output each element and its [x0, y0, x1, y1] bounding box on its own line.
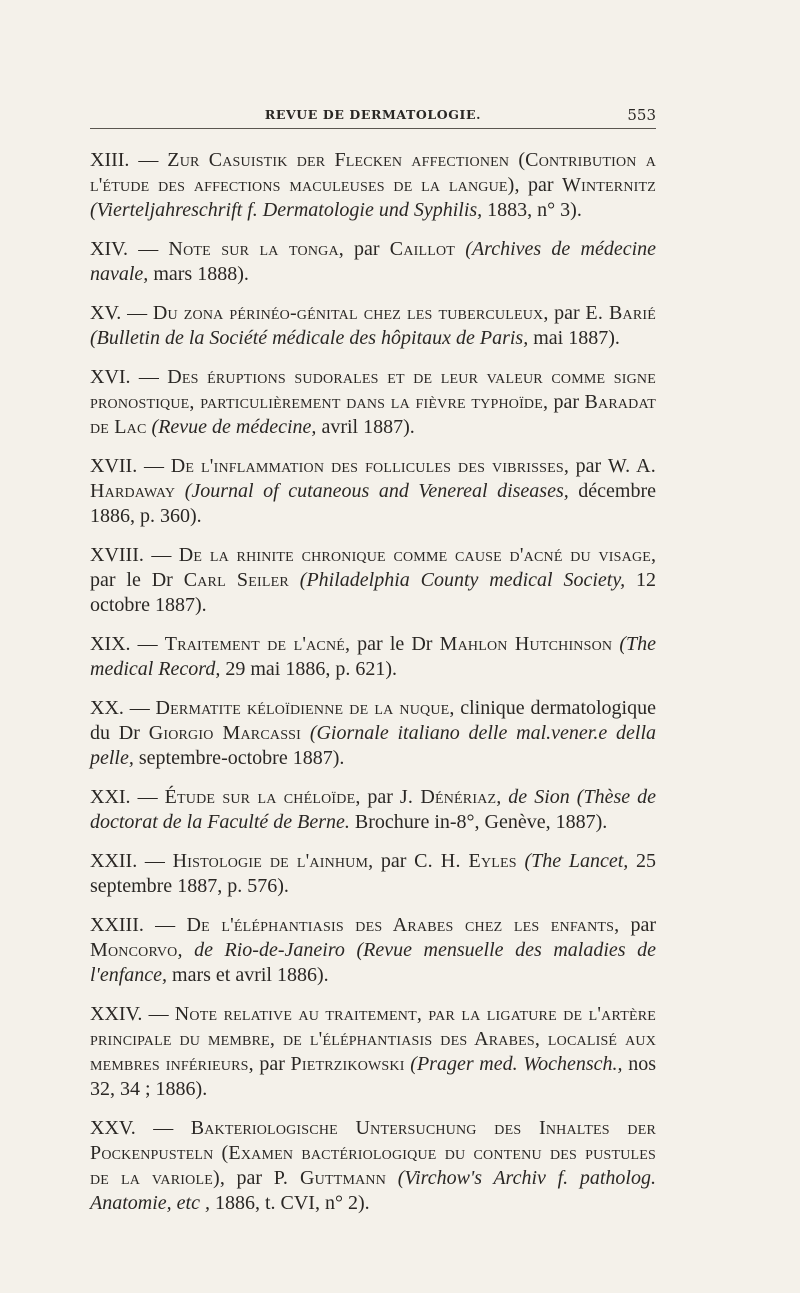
entry-number: XXIV.: [90, 1003, 143, 1025]
entry-details: nos 32, 34 ; 1886).: [90, 1053, 656, 1100]
entry-author: Giorgio Marcassi: [148, 722, 302, 744]
entry-separator: —: [143, 914, 187, 936]
entry-author: Carl Seiler: [183, 569, 289, 591]
entry-author-lead: , par: [368, 850, 415, 872]
page-header: [90, 106, 656, 129]
entry-author-lead: , par: [219, 1167, 274, 1189]
bibliography-entry: [90, 365, 656, 440]
entry-title: Note relative au traitement, par la ligature de l'artère principale du membre, de l'éléphantiasis des Arabes, localisé aux membres inférieurs: [90, 1003, 656, 1075]
entry-details: mars 1888).: [148, 263, 249, 285]
bibliography-list: [90, 148, 656, 1230]
entry-source: (The Lancet,: [524, 850, 629, 872]
entry-author-lead: , par: [248, 1053, 291, 1075]
entry-author-lead: , par le Dr: [90, 544, 657, 591]
entry-separator: —: [130, 633, 165, 655]
entry-author-lead: , par: [514, 174, 563, 196]
entry-source: , de Rio-de-Janeiro (Revue mensuelle des maladies de l'enfance,: [90, 939, 656, 986]
bibliography-entry: [90, 237, 656, 287]
entry-author: C. H. Eyles: [414, 850, 517, 872]
entry-number: XIV.: [90, 238, 128, 260]
entry-source: (Philadelphia County medical Society,: [299, 569, 626, 591]
entry-separator: —: [137, 850, 173, 872]
entry-author: Mahlon Hutchinson: [439, 633, 613, 655]
entry-number: XXIII.: [90, 914, 144, 936]
entry-title: Du zona périnéo-génital chez les tuberculeux: [152, 302, 544, 324]
entry-source: , de Sion (Thèse de doctorat de la Faculté de Berne.: [90, 786, 657, 833]
entry-title: Dermatite kéloïdienne de la nuque: [155, 697, 450, 719]
entry-author: Baradat de Lac: [90, 391, 656, 438]
entry-details: 1883, n° 3).: [482, 199, 582, 221]
entry-source: (Revue de médecine,: [151, 416, 317, 438]
bibliography-entry: [90, 301, 656, 351]
entry-number: XIII.: [90, 149, 130, 171]
entry-author: W. A. Hardaway: [90, 455, 656, 502]
entry-number: XVIII.: [90, 544, 144, 566]
entry-details: 12 octobre 1887).: [90, 569, 656, 616]
entry-author: Winternitz: [562, 174, 656, 196]
entry-number: XVII.: [90, 455, 138, 477]
entry-source: (Prager med. Wochensch.,: [410, 1053, 623, 1075]
entry-author: E. Barié: [585, 302, 657, 324]
entry-author-lead: , par: [338, 238, 390, 260]
page-number: 553: [627, 106, 656, 124]
entry-number: XX.: [90, 697, 124, 719]
entry-author-lead: , clinique dermatologique du Dr: [90, 697, 656, 744]
entry-author-lead: , par le Dr: [345, 633, 440, 655]
entry-author-lead: , par: [355, 786, 400, 808]
bibliography-entry: [90, 696, 656, 771]
entry-number: XXI.: [90, 786, 131, 808]
entry-separator: —: [127, 238, 169, 260]
entry-author: Pietrzikowski: [290, 1053, 405, 1075]
entry-separator: —: [130, 786, 165, 808]
entry-separator: —: [137, 455, 171, 477]
entry-separator: —: [121, 302, 153, 324]
entry-title: Bakteriologische Untersuchung des Inhaltes der Pockenpusteln (Examen bactériologique du contenu des pustules de la variole): [90, 1117, 656, 1189]
entry-details: décembre 1886, p. 360).: [90, 480, 657, 527]
entry-author-lead: , par: [614, 914, 656, 936]
entry-source: (Virchow's Archiv f. patholog. Anatomie, etc ,: [90, 1167, 656, 1214]
entry-source: (Bulletin de la Société médicale des hôpitaux de Paris,: [90, 327, 529, 349]
running-head: REVUE DE DERMATOLOGIE.: [264, 107, 482, 122]
entry-author: Caillot: [389, 238, 456, 260]
entry-separator: —: [129, 149, 168, 171]
entry-number: XXII.: [90, 850, 138, 872]
entry-details: Brochure in-8°, Genève, 1887).: [349, 811, 608, 833]
entry-separator: —: [123, 697, 156, 719]
entry-separator: —: [142, 1003, 175, 1025]
entry-source: (Vierteljahreschrift f. Dermatologie und Syphilis,: [90, 199, 483, 221]
entry-title: Note sur la tonga: [168, 238, 339, 260]
entry-number: XIX.: [90, 633, 131, 655]
bibliography-entry: [90, 1002, 656, 1102]
entry-separator: —: [135, 1117, 191, 1139]
bibliography-entry: [90, 849, 656, 899]
entry-number: XVI.: [90, 366, 131, 388]
entry-details: 25 septembre 1887, p. 576).: [90, 850, 657, 897]
entry-title: Des éruptions sudorales et de leur valeur comme signe pronostique, particulièrement dans la fièvre typhoïde: [90, 366, 656, 413]
bibliography-entry: [90, 1116, 656, 1216]
entry-title: De la rhinite chronique comme cause d'acné du visage: [178, 544, 652, 566]
bibliography-entry: [90, 785, 656, 835]
entry-separator: —: [130, 366, 168, 388]
entry-details: mars et avril 1886).: [167, 964, 329, 986]
bibliography-entry: [90, 454, 656, 529]
entry-author-lead: , par: [543, 391, 585, 413]
entry-title: Étude sur la chéloïde: [164, 786, 356, 808]
entry-title: Histologie de l'ainhum: [172, 850, 369, 872]
entry-separator: —: [143, 544, 179, 566]
entry-title: Traitement de l'acné: [164, 633, 346, 655]
entry-details: mai 1887).: [528, 327, 620, 349]
entry-details: septembre-octobre 1887).: [133, 747, 345, 769]
entry-author: J. Dénériaz: [399, 786, 497, 808]
entry-source: (Archives de médecine navale,: [90, 238, 657, 285]
entry-details: 29 mai 1886, p. 621).: [220, 658, 397, 680]
entry-source: (Journal of cutaneous and Venereal diseases,: [184, 480, 569, 502]
entry-title: De l'éléphantiasis des Arabes chez les enfants: [186, 914, 615, 936]
entry-author: P. Guttmann: [273, 1167, 387, 1189]
entry-author-lead: , par: [543, 302, 586, 324]
entry-title: De l'inflammation des follicules des vibrisses: [170, 455, 564, 477]
entry-author: Moncorvo: [90, 939, 178, 961]
bibliography-entry: [90, 148, 656, 223]
entry-number: XV.: [90, 302, 122, 324]
entry-source: (The medical Record,: [90, 633, 657, 680]
entry-number: XXV.: [90, 1117, 136, 1139]
entry-details: avril 1887).: [316, 416, 415, 438]
entry-title: Zur Casuistik der Flecken affectionen (Contribution a l'étude des affections maculeuses de la langue): [90, 149, 657, 196]
entry-details: 1886, t. CVI, n° 2).: [209, 1192, 370, 1214]
bibliography-entry: [90, 543, 656, 618]
bibliography-entry: [90, 632, 656, 682]
entry-source: (Giornale italiano delle mal.vener.e della pelle,: [90, 722, 657, 769]
bibliography-entry: [90, 913, 656, 988]
entry-author-lead: , par: [563, 455, 608, 477]
